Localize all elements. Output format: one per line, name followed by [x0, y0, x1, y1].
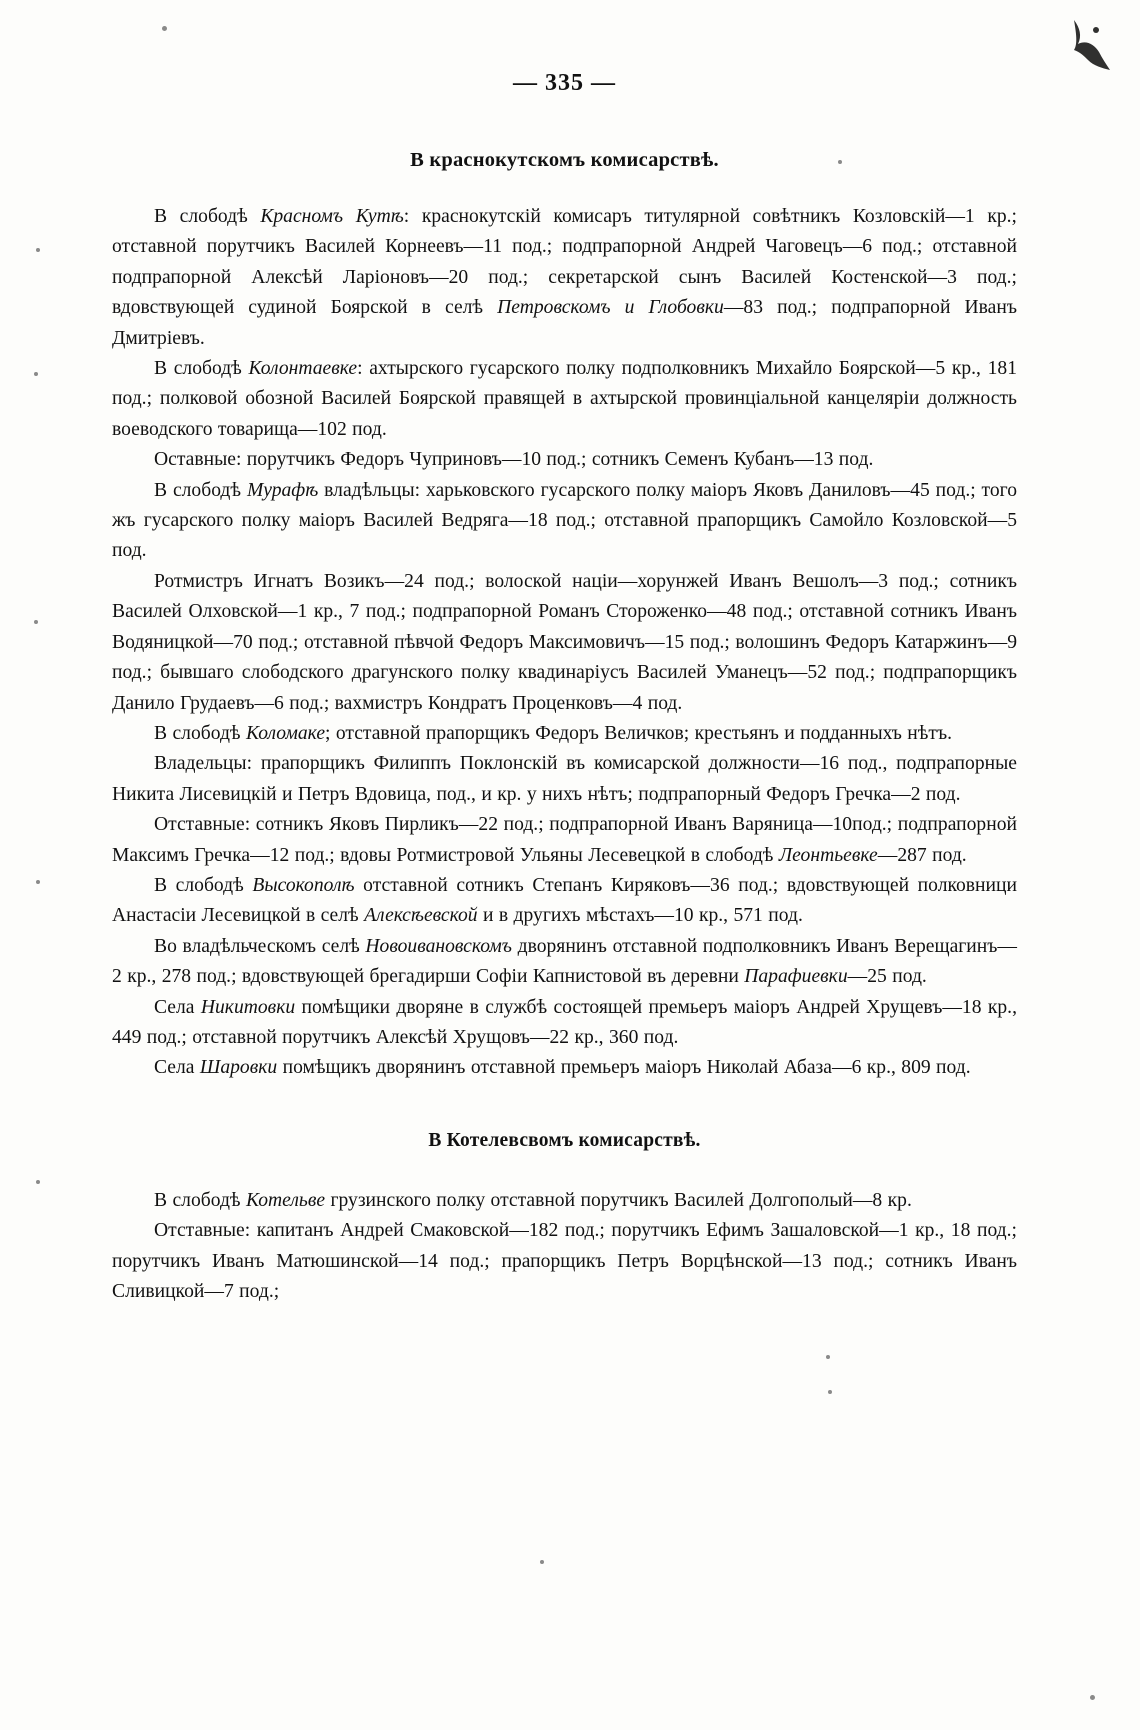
paragraph: В слободѣ Мурафѣ владѣльцы: харьковского гусарского полку маіоръ Яковъ Даниловъ—45 под.; того жъ гусарского полку маіоръ Василей Ведряга—18 под.; отставной прапорщикъ Самойло Козловской—5 под. — [112, 479, 1017, 562]
paragraph: В слободѣ Высокополѣ отставной сотникъ Степанъ Киряковъ—36 под.; вдовствующей полковници Анастасіи Лесевицкой в селѣ Алексѣевской и в другихъ мѣстахъ—10 кр., 571 под. — [112, 874, 1017, 927]
section-heading-kotelevka: В Котелевсвомъ комисарствѣ. — [428, 1129, 701, 1151]
scan-speck — [34, 372, 38, 376]
scan-speck — [162, 26, 167, 31]
paragraph: Во владѣльческомъ селѣ Новоивановскомъ дворянинъ отставной подполковникъ Иванъ Верещагинъ—2 кр., 278 под.; вдовствующей брегадирши Софіи Капнистовой въ деревни Парафиевки—25 под. — [112, 935, 1018, 988]
ink-blot-icon — [1066, 18, 1112, 74]
paragraph: Ротмистръ Игнатъ Возикъ—24 под.; волоской націи—хорунжей Иванъ Вешолъ—3 под.; сотникъ Василей Олховской—1 кр., 7 под.; подпрапорной Романъ Стороженко—48 под.; отставной сотникъ Иванъ Водяницкой—70 под.; отставной пѣвчой Федоръ Максимовичъ—15 под.; волошинъ Федоръ Катаржинъ—9 под.; бывшаго слободского драгунского полку квадинаріусъ Василей Уманецъ—52 под.; подпрапорщикъ Данило Грудаевъ—6 под.; вахмистръ Кондратъ Проценковъ—4 под. — [112, 570, 1017, 714]
paragraph: Оставные: порутчикъ Федоръ Чуприновъ—10 под.; сотникъ Семенъ Кубанъ—13 под. — [154, 449, 874, 471]
scan-speck — [1090, 1695, 1095, 1700]
scan-speck — [36, 880, 40, 884]
scan-speck — [828, 1390, 832, 1394]
scan-speck — [36, 1180, 40, 1184]
scan-speck — [540, 1560, 544, 1564]
scan-speck — [826, 1355, 830, 1359]
scan-speck — [34, 620, 38, 624]
paragraph: Отставные: капитанъ Андрей Смаковской—182 под.; порутчикъ Ефимъ Зашаловской—1 кр., 18 под.; порутчикъ Иванъ Матюшинской—14 под.; прапорщикъ Петръ Ворцѣнской—13 под.; сотникъ Иванъ Сливицкой—7 под.; — [112, 1220, 1017, 1302]
paragraph: Отставные: сотникъ Яковъ Пирликъ—22 под.; подпрапорной Иванъ Варяница—10под.; подпрапорной Максимъ Гречка—12 под.; вдовы Ротмистровой Ульяны Лесевецкой в слободѣ Леонтьевке—287 под. — [112, 814, 1017, 866]
paragraph: В слободѣ Красномъ Кутѣ: краснокутскій комисаръ титулярной совѣтникъ Козловскiй—1 кр.; отставной порутчикъ Василей Корнеевъ—11 под.; подпрапорной Андрей Чаговецъ—6 под.; отставной подпрапорной Алексѣй Ларіоновъ—20 под.; секретарской сынъ Василей Костенской—3 под.; вдовствующей судиной Боярской в селѣ Петровскомъ и Глобовки—83 под.; подпрапорной Иванъ Дмитріевъ. — [112, 206, 1017, 349]
paragraph: Села Никитовки помѣщики дворяне в службѣ состоящей премьеръ маіоръ Андрей Хрущевъ—18 кр., 449 под.; отставной порутчикъ Алексѣй Хрущовъ—22 кр., 360 под. — [112, 996, 1017, 1048]
paragraph: Владельцы: прапорщикъ Филиппъ Поклонскій въ комисарской должности—16 под., подпрапорные Никита Лисевицкій и Петръ Вдовица, под., и кр. у нихъ нѣтъ; подпрапорный Федоръ Гречка—2 под. — [112, 753, 1017, 805]
paragraph: В слободѣ Колонтаевке: ахтырского гусарского полку подполковникъ Михайло Боярской—5 кр., 181 под.; полковой обозной Василей Боярской правящей в ахтырской провинціальной канцеляріи должность воеводского товарища—102 под. — [112, 358, 1017, 440]
paragraph: В слободѣ Коломаке; отставной прапорщикъ Федоръ Величков; крестьянъ и подданныхъ нѣтъ. — [154, 722, 952, 744]
page-number: — 335 — — [513, 70, 616, 96]
paragraph: В слободѣ Котельве грузинского полку отставной порутчикъ Василей Долгополый—8 кр. — [154, 1189, 912, 1211]
scan-speck — [36, 248, 40, 252]
paragraph: Села Шаровки помѣщикъ дворянинъ отставной премьеръ маіоръ Николай Абаза—6 кр., 809 под. — [154, 1057, 971, 1079]
section-heading-krasnokutsk: В краснокутскомъ комисарствѣ. — [410, 149, 719, 171]
document-body — [112, 70, 1017, 1307]
